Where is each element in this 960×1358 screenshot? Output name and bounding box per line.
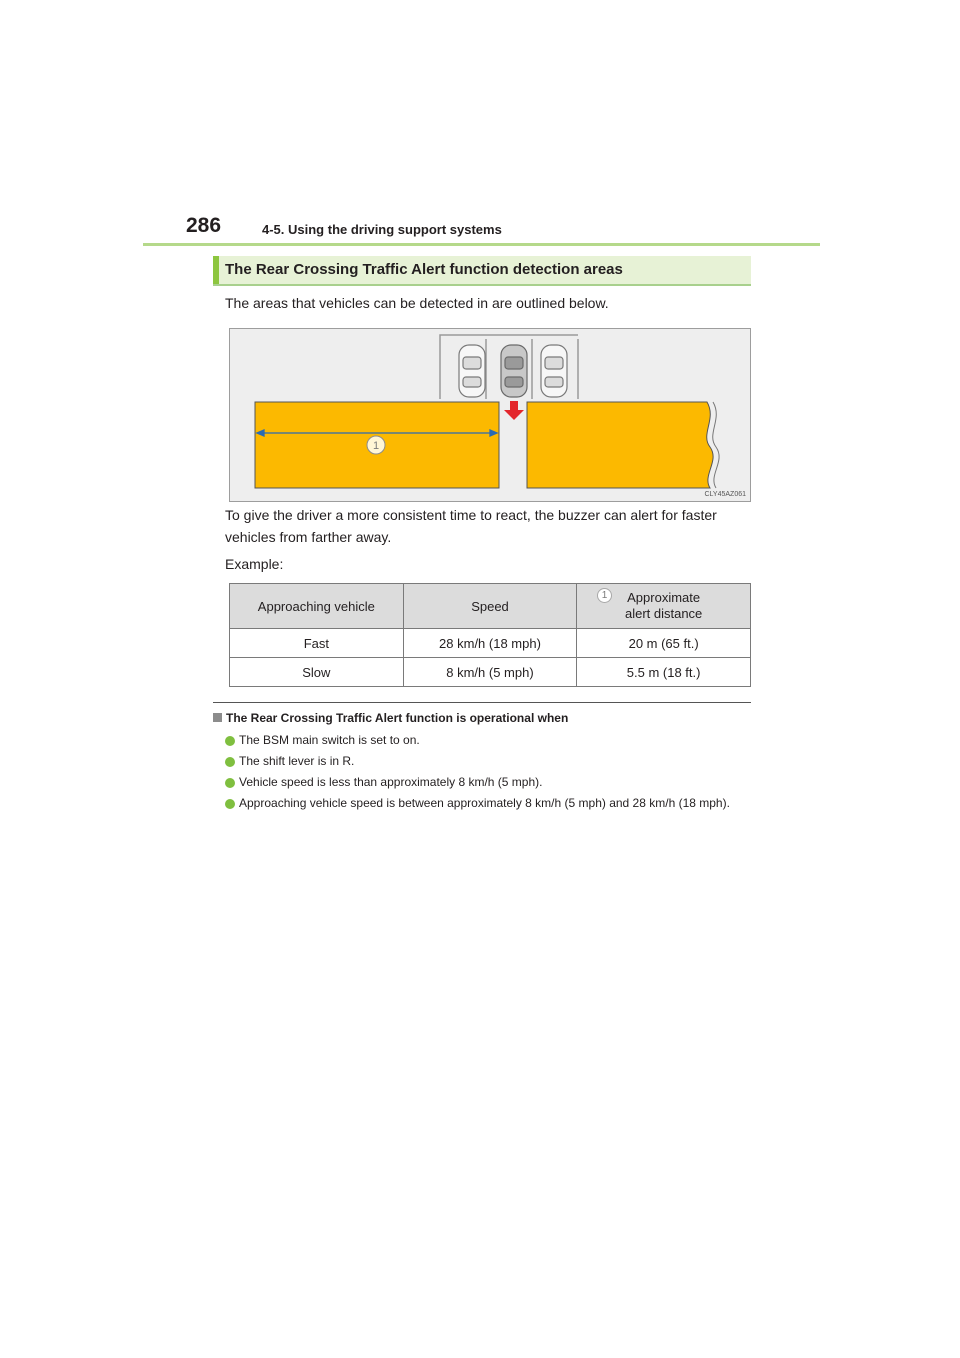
detection-zone-right xyxy=(527,402,713,488)
column-header-speed: Speed xyxy=(403,584,577,629)
table-row xyxy=(230,629,751,658)
table-cell: Fast xyxy=(230,629,404,658)
list-item: The BSM main switch is set to on. xyxy=(225,733,752,748)
list-item: The shift lever is in R. xyxy=(225,754,752,769)
intro-text: The areas that vehicles can be detected in are outlined below. xyxy=(225,295,609,311)
table-cell: Slow xyxy=(230,658,404,687)
table-cell: 5.5 m (18 ft.) xyxy=(577,658,751,687)
divider xyxy=(213,702,751,703)
column-header-vehicle: Approaching vehicle xyxy=(230,584,404,629)
note-heading-text: The Rear Crossing Traffic Alert function is operational when xyxy=(226,711,569,725)
bullet-dot-icon xyxy=(225,736,235,746)
bullet-dot-icon xyxy=(225,778,235,788)
header-rule xyxy=(143,243,820,246)
section-heading xyxy=(213,256,751,286)
parked-car-icon xyxy=(459,345,485,397)
table-cell: 20 m (65 ft.) xyxy=(577,629,751,658)
section-title: 4-5. Using the driving support systems xyxy=(262,222,502,237)
table-header-row xyxy=(230,584,751,629)
bullet-dot-icon xyxy=(225,757,235,767)
reverse-direction-arrow xyxy=(504,401,524,420)
example-label: Example: xyxy=(225,556,284,572)
explanation-paragraph: To give the driver a more consistent time to react, the buzzer can alert for faster vehicles from farther away. xyxy=(225,507,717,545)
table-cell: 8 km/h (5 mph) xyxy=(403,658,577,687)
square-bullet-icon xyxy=(213,713,222,722)
list-item: Approaching vehicle speed is between approximately 8 km/h (5 mph) and 28 km/h (18 mph). xyxy=(225,796,752,811)
callout-badge: 1 xyxy=(597,588,612,603)
alert-distance-table xyxy=(229,583,751,687)
column-header-distance xyxy=(577,584,751,629)
callout-number: 1 xyxy=(372,440,380,452)
parked-car-icon xyxy=(541,345,567,397)
condition-list xyxy=(225,733,752,817)
diagram-graphic xyxy=(230,329,752,503)
heading-accent-bar xyxy=(213,256,219,284)
page-number: 286 xyxy=(186,214,222,237)
bullet-dot-icon xyxy=(225,799,235,809)
table-row xyxy=(230,658,751,687)
distance-header-text: Approximate alert distance xyxy=(624,590,703,621)
section-heading-text: The Rear Crossing Traffic Alert function detection areas xyxy=(225,261,623,278)
note-heading xyxy=(213,711,568,725)
own-vehicle-icon xyxy=(501,345,527,397)
detection-area-diagram xyxy=(229,328,751,502)
table-cell: 28 km/h (18 mph) xyxy=(403,629,577,658)
image-code: CLY45AZ061 xyxy=(704,491,746,498)
list-item: Vehicle speed is less than approximately 8 km/h (5 mph). xyxy=(225,775,752,790)
